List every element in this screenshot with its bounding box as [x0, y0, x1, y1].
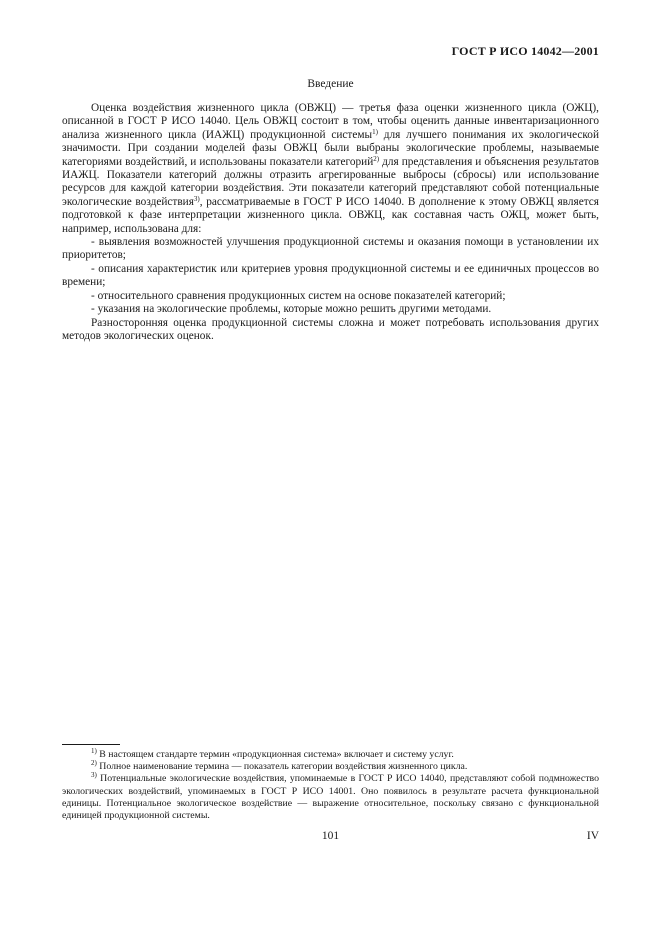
footnotes	[62, 749, 599, 822]
footnote-2	[62, 761, 599, 773]
list-item: - относительного сравнения продукционных систем на основе показателей категорий;	[91, 289, 506, 302]
intro-text-part-4: , рассматриваемые в ГОСТ Р ИСО 14040. В дополнение к этому ОВЖЦ является подготовкой к фазе интерпретации жизненного цикла. ОВЖЦ, как составная часть ОЖЦ, может быть, например, использована для:	[62, 195, 599, 235]
intro-text-part-1: Оценка воздействия жизненного цикла (ОВЖЦ) — третья фаза оценки жизненного цикла (ОЖЦ), описанной в ГОСТ Р ИСО 14040. Цель ОВЖЦ состоит в том, чтобы оценить данные инвентаризационного анализа жизненного цикла (ИАЖЦ) продукционной системы	[62, 102, 599, 141]
page-number: 101	[321, 830, 340, 842]
intro-text-part-3: для представления и объяснения результатов ИАЖЦ. Показатели категорий должны отразить агрегированные выбросы (сбросы) или использование ресурсов для каждой категории воздействия. Эти показатели категорий представляют собой потенциальные экологические воздействия	[62, 155, 600, 208]
list-item: - выявления возможностей улучшения продукционной системы и оказания помощи в установлении их приоритетов;	[62, 236, 599, 262]
list-item: - описания характеристик или критериев уровня продукционной системы и ее единичных процессов во времени;	[62, 262, 599, 289]
list-item: - указания на экологические проблемы, которые можно решить другими методами.	[91, 303, 492, 316]
footnote-mark-3: 3)	[91, 771, 97, 780]
closing-paragraph: Разносторонняя оценка продукционной системы сложна и может потребовать использования других методов экологических оценок.	[62, 316, 599, 342]
section-roman-numeral: IV	[586, 830, 599, 842]
footnote-mark-2: 2)	[91, 759, 97, 768]
intro-text-part-2: для лучшего понимания их экологической значимости. При создании моделей фазы ОВЖЦ были выбраны экологические проблемы, называемые категориями воздействий, и использованы показатели категорий	[62, 128, 599, 168]
intro-paragraph	[62, 102, 599, 236]
footnote-ref-1: 1)	[372, 127, 378, 136]
footnote-mark-1: 1)	[91, 747, 97, 755]
document-code-header: ГОСТ Р ИСО 14042—2001	[451, 44, 599, 58]
footnote-ref-3: 3)	[193, 194, 200, 203]
footnote-3	[62, 773, 599, 822]
footnote-text-3: Потенциальные экологические воздействия, упоминаемые в ГОСТ Р ИСО 14040, представляют собой подмножество экологических воздействий, упоминаемых в ГОСТ Р ИСО 14001. Оно появилось в результате расчета функциональной единицы. Потенциальное экологическое воздействие — выражение относительное, поскольку связано с функциональной единицей продукционной системы.	[62, 773, 599, 822]
section-title: Введение	[307, 78, 354, 90]
footnote-text-2: Полное наименование термина — показатель категории воздействия жизненного цикла.	[96, 761, 468, 773]
footnote-ref-2: 2)	[373, 154, 380, 163]
footnote-1	[62, 749, 599, 761]
body-text	[62, 102, 599, 343]
footnote-text-1: В настоящем стандарте термин «продукционная система» включает и систему услуг.	[96, 749, 454, 760]
footnote-divider	[62, 744, 120, 745]
